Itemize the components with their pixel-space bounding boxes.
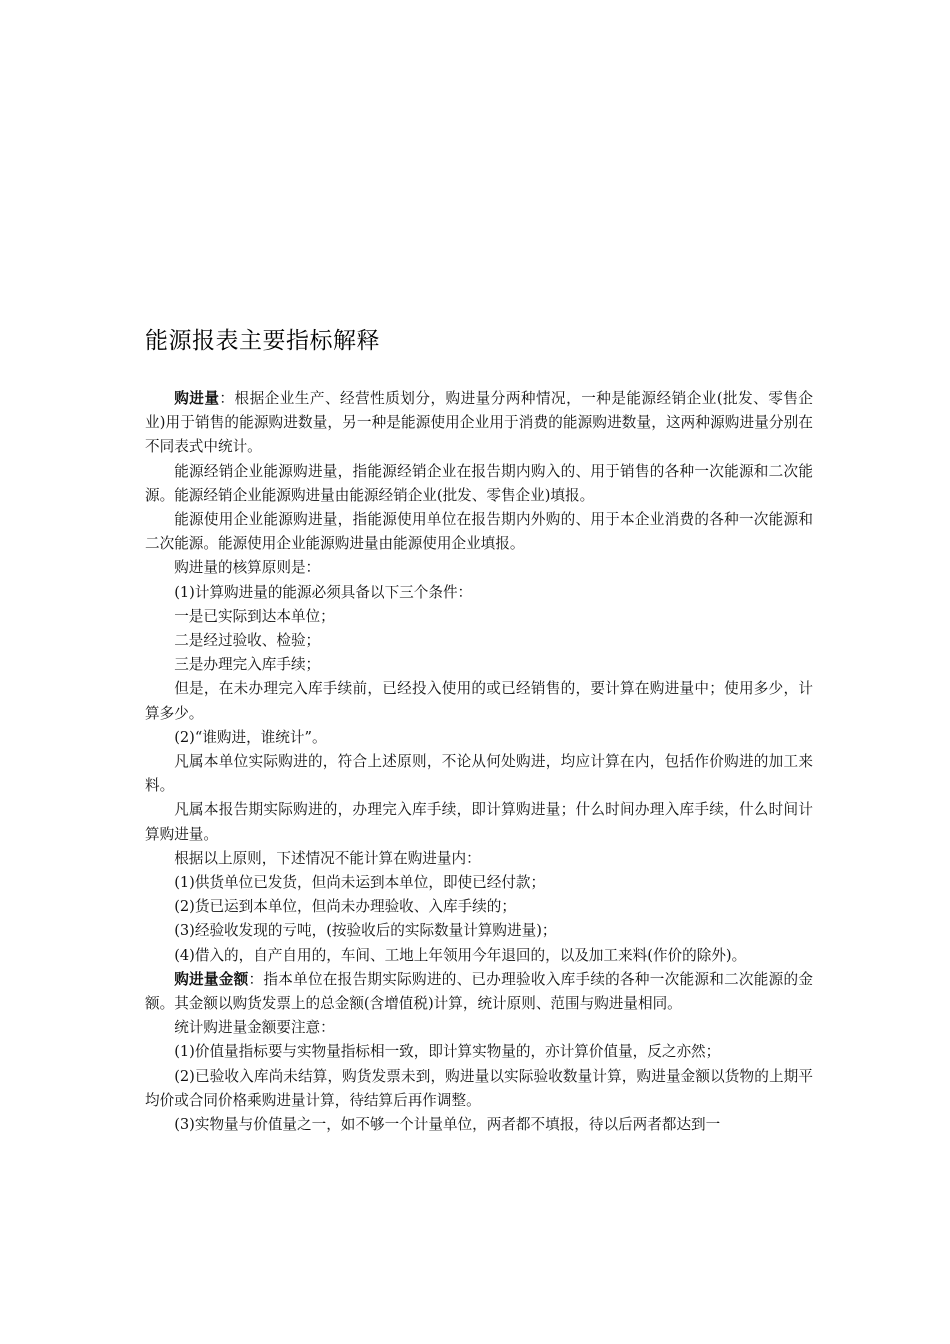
document-body	[145, 387, 813, 1137]
list-item: (2)货已运到本单位，但尚未办理验收、入库手续的；	[174, 898, 516, 916]
paragraph: 凡属本单位实际购进的，符合上述原则，不论从何处购进，均应计算在内，包括作价购进的加工来料。	[145, 753, 813, 795]
list-item: 二是经过验收、检验；	[174, 632, 321, 650]
list-item: (1)计算购进量的能源必须具备以下三个条件：	[174, 583, 473, 601]
paragraph-purchase-amount	[145, 968, 813, 1016]
list-item: (3)经验收发现的亏吨，(按验收后的实际数量计算购进量)；	[174, 922, 557, 940]
paragraph: 能源使用企业能源购进量，指能源使用单位在报告期内外购的、用于本企业消费的各种一次能源和二次能源。能源使用企业能源购进量由能源使用企业填报。	[145, 511, 813, 553]
document-title: 能源报表主要指标解释	[145, 328, 380, 354]
list-item: (3)实物量与价值量之一，如不够一个计量单位，两者都不填报，待以后两者都达到一	[174, 1116, 721, 1134]
paragraph-text: ：指本单位在报告期实际购进的、已办理验收入库手续的各种一次能源和二次能源的金额。其金额以购货发票上的总金额(含增值税)计算，统计原则、范围与购进量相同。	[145, 970, 813, 1013]
paragraph: 购进量的核算原则是：	[174, 559, 321, 577]
term-purchase-amount: 购进量金额	[174, 970, 249, 988]
paragraph: 能源经销企业能源购进量，指能源经销企业在报告期内购入的、用于销售的各种一次能源和二次能源。能源经销企业能源购进量由能源经销企业(批发、零售企业)填报。	[145, 462, 813, 504]
paragraph: 根据以上原则，下述情况不能计算在购进量内：	[174, 849, 481, 867]
paragraph: 凡属本报告期实际购进的，办理完入库手续，即计算购进量；什么时间办理入库手续，什么时间计算购进量。	[145, 801, 813, 843]
list-item: 一是已实际到达本单位；	[174, 607, 335, 625]
list-item: (2)“谁购进，谁统计”。	[174, 728, 327, 746]
paragraph-text: ：根据企业生产、经营性质划分，购进量分两种情况，一种是能源经销企业(批发、零售企业)用于销售的能源购进数量，另一种是能源使用企业用于消费的能源购进数量，这两种源购进量分别在不同表式中统计。	[145, 390, 813, 456]
term-purchase-volume: 购进量	[174, 390, 220, 407]
list-item: 三是办理完入库手续；	[174, 656, 321, 674]
paragraph: 统计购进量金额要注意：	[174, 1019, 335, 1037]
list-item: (2)已验收入库尚未结算，购货发票未到，购进量以实际验收数量计算，购进量金额以货物的上期平均价或合同价格乘购进量计算，待结算后再作调整。	[145, 1067, 813, 1109]
paragraph-purchase-volume	[145, 387, 813, 460]
list-item: (4)借入的，自产自用的，车间、工地上年领用今年退回的，以及加工来料(作价的除外)。	[174, 946, 747, 964]
paragraph: 但是，在未办理完入库手续前，已经投入使用的或已经销售的，要计算在购进量中；使用多少，计算多少。	[145, 680, 813, 722]
list-item: (1)供货单位已发货，但尚未运到本单位，即使已经付款；	[174, 874, 546, 892]
list-item: (1)价值量指标要与实物量指标相一致，即计算实物量的，亦计算价值量，反之亦然；	[174, 1043, 721, 1061]
